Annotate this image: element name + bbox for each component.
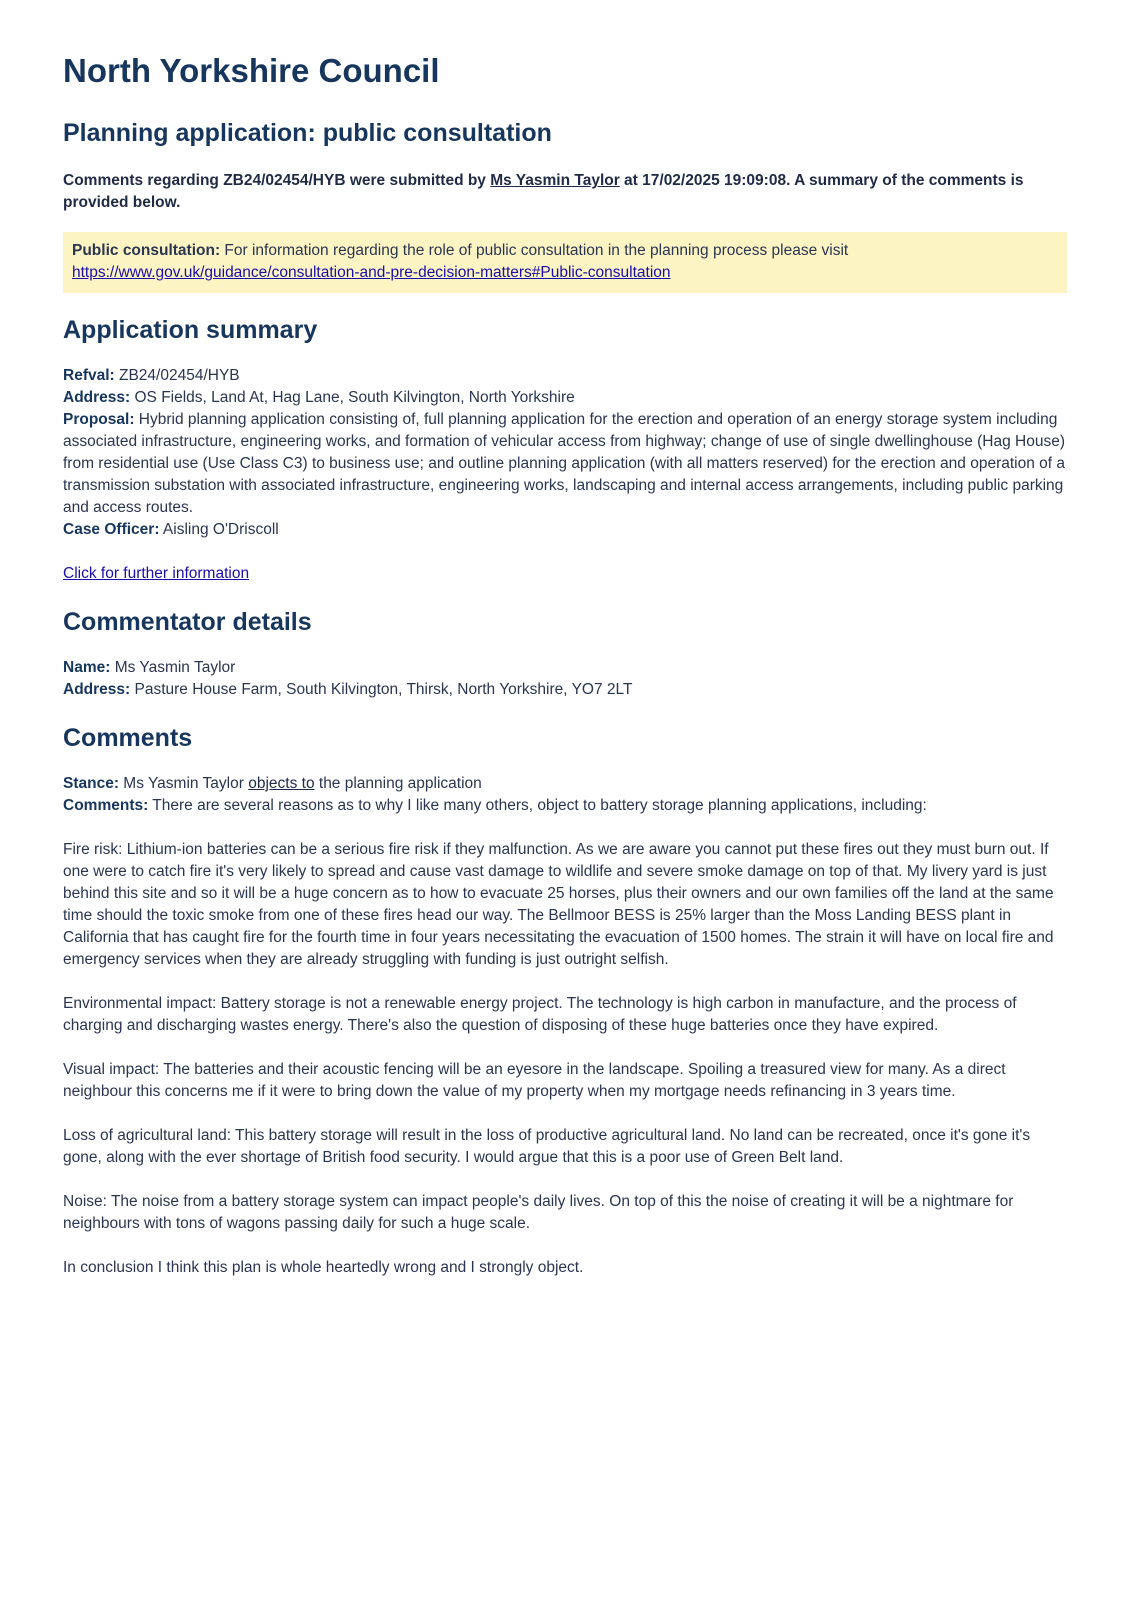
application-summary-details [63,365,1067,541]
comments-summary [63,773,1067,817]
commentator-name-row [63,657,1067,679]
notice-label: Public consultation: [72,241,221,259]
case-officer-value: Aisling O'Driscoll [159,520,279,538]
proposal-value: Hybrid planning application consisting of, full planning application for the erection and operation of an energy storage system including associated infrastructure, engineering works, and formation of vehicular access from highway; change of use of single dwellinghouse (Hag House) from residential use (Use Class C3) to business use; and outline planning application (with all matters reserved) for the erection and operation of a transmission substation with associated infrastructure, engineering works, landscaping and internal access arrangements, including public parking and access routes. [63,410,1066,516]
commentator-address-row [63,679,1067,701]
commentator-name-value: Ms Yasmin Taylor [110,658,236,676]
case-officer-row [63,519,1067,541]
commentator-address-label: Address: [63,680,131,698]
submission-suffix: at 17/02/2025 19:09:08. A summary of the comments is provided below. [63,171,1024,211]
consultation-guidance-link[interactable]: https://www.gov.uk/guidance/consultation-and-pre-decision-matters#Public-consultation [72,263,671,281]
site-address-value: OS Fields, Land At, Hag Lane, South Kilvington, North Yorkshire [130,388,575,406]
further-information-link[interactable]: Click for further information [63,564,250,582]
submission-prefix: Comments regarding ZB24/02454/HYB were submitted by [63,171,491,189]
commentator-details [63,657,1067,701]
stance-prefix: Ms Yasmin Taylor [119,774,249,792]
comments-heading: Comments [63,723,193,752]
public-consultation-notice [63,232,1067,293]
further-info-row [63,563,1067,585]
refval-value: ZB24/02454/HYB [114,366,240,384]
comment-paragraph-environmental: Environmental impact: Battery storage is not a renewable energy project. The technology is high carbon in manufacture, and the process of charging and discharging wastes energy. There's also the question of disposing of these huge batteries once they have expired. [63,994,1017,1034]
comment-paragraph-conclusion: In conclusion I think this plan is whole heartedly wrong and I strongly object. [63,1258,584,1276]
case-officer-label: Case Officer: [63,520,160,538]
comments-intro-row [63,795,1067,817]
site-address-row [63,387,1067,409]
commentator-name-label: Name: [63,658,111,676]
application-summary-heading: Application summary [63,315,318,344]
stance-link[interactable]: objects to [248,774,315,792]
submission-summary [63,170,1067,214]
comments-intro: There are several reasons as to why I like many others, object to battery storage planning applications, including: [148,796,927,814]
document-page [63,52,1067,1301]
proposal-label: Proposal: [63,410,135,428]
submitter-link[interactable]: Ms Yasmin Taylor [490,171,620,189]
stance-label: Stance: [63,774,119,792]
comment-paragraph-agricultural: Loss of agricultural land: This battery storage will result in the loss of productive agricultural land. No land can be recreated, once it's gone it's gone, along with the ever shortage of British food security. I would argue that this is a poor use of Green Belt land. [63,1126,1031,1166]
notice-text: For information regarding the role of public consultation in the planning process please visit [220,241,849,259]
stance-row [63,773,1067,795]
site-address-label: Address: [63,388,131,406]
refval-row [63,365,1067,387]
page-subtitle: Planning application: public consultation [63,118,552,147]
commentator-details-heading: Commentator details [63,607,312,636]
comment-paragraph-noise: Noise: The noise from a battery storage system can impact people's daily lives. On top of this the noise of creating it will be a nightmare for neighbours with tons of wagons passing daily for such a huge scale. [63,1192,1014,1232]
comment-paragraph-fire-risk: Fire risk: Lithium-ion batteries can be a serious fire risk if they malfunction. As we are aware you cannot put these fires out they must burn out. If one were to catch fire it's very likely to spread and cause vast damage to wildlife and severe smoke damage on top of that. My livery yard is just behind this site and so it will be a huge concern as to how to evacuate 25 horses, plus their owners and our own families off the land at the same time should the toxic smoke from one of these fires head our way. The Bellmoor BESS is 25% larger than the Moss Landing BESS plant in California that has caught fire for the fourth time in four years necessitating the evacuation of 1500 homes. The strain it will have on local fire and emergency services when they are already struggling with funding is just outright selfish. [63,840,1054,968]
commentator-address-value: Pasture House Farm, South Kilvington, Thirsk, North Yorkshire, YO7 2LT [130,680,633,698]
proposal-row [63,409,1067,519]
comments-label: Comments: [63,796,149,814]
comment-paragraph-visual: Visual impact: The batteries and their acoustic fencing will be an eyesore in the landscape. Spoiling a treasured view for many. As a direct neighbour this concerns me if it were to bring down the value of my property when my mortgage needs refinancing in 3 years time. [63,1060,1006,1100]
council-title: North Yorkshire Council [63,52,440,89]
refval-label: Refval: [63,366,115,384]
stance-suffix: the planning application [314,774,482,792]
